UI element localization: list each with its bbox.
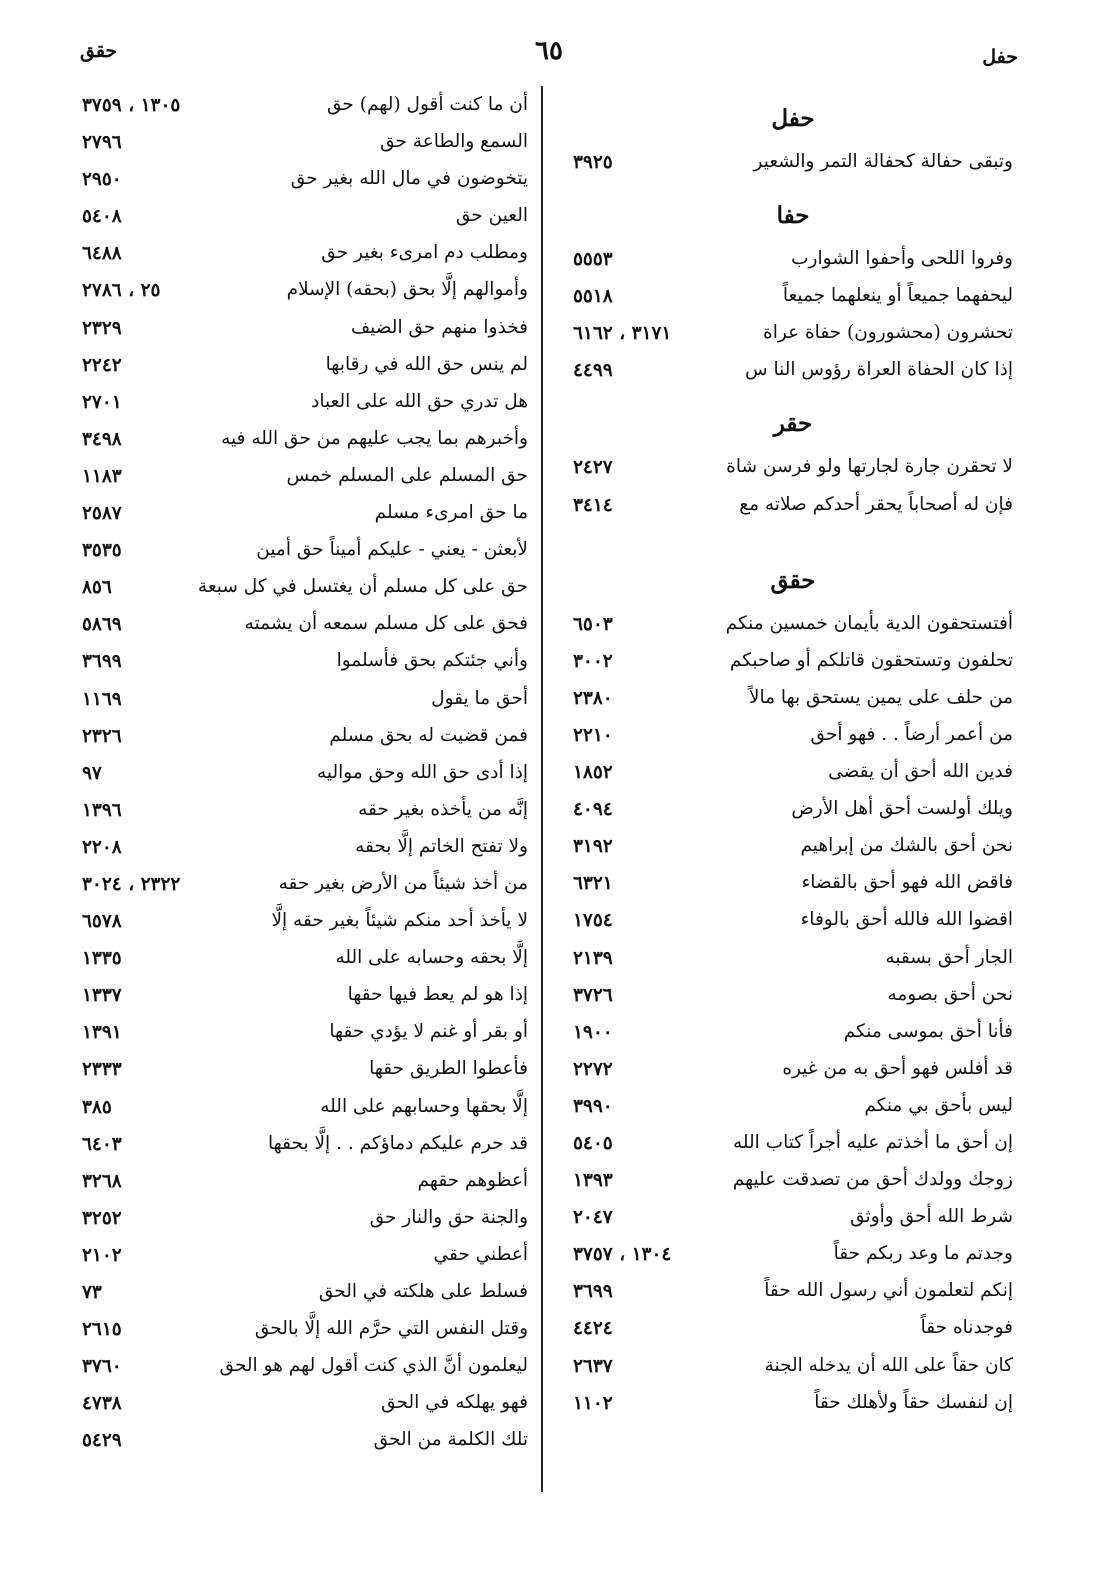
index-entry: [573, 644, 1013, 681]
index-entry: [82, 719, 528, 756]
entry-text: فأعطوا الطريق حقها: [369, 1058, 528, 1080]
index-entry: [82, 385, 528, 422]
entry-text: إلَّا بحقه وحسابه على الله: [335, 947, 528, 969]
hadith-number: ٣٧٢٦: [573, 984, 613, 1006]
column-divider: [541, 86, 543, 1492]
entry-text: تحشرون (محشورون) حفاة عراة: [763, 322, 1013, 344]
hadith-number: ٣٢٥٢: [82, 1207, 122, 1229]
hadith-number: ١٣٩٦: [82, 799, 122, 821]
index-entry: [573, 1349, 1013, 1386]
hadith-number: ٢٣٢٩: [82, 317, 122, 339]
hadith-number: ٥٤٢٩: [82, 1430, 122, 1452]
hadith-number: ١١٨٣: [82, 465, 122, 487]
index-entry: [82, 1423, 528, 1460]
index-entry: [82, 644, 528, 681]
entry-text: أن ما كنت أقول (لهم) حق: [327, 94, 528, 115]
section-heading-text: حقق: [770, 566, 816, 594]
section-heading: [573, 390, 1013, 450]
section-heading: [573, 525, 1013, 607]
index-entry: [82, 199, 528, 236]
index-entry: [82, 1201, 528, 1238]
hadith-number: ٤٧٣٨: [82, 1393, 122, 1415]
hadith-number: ٦٤٨٨: [82, 243, 122, 265]
entry-text: حق على كل مسلم أن يغتسل في كل سبعة: [197, 576, 528, 598]
hadith-number: ٣٠٠٢: [573, 650, 613, 672]
hadith-number: ٣٩٩٠: [573, 1095, 613, 1117]
entry-text: وأخبرهم بما يجب عليهم من حق الله فيه: [221, 427, 528, 449]
entry-text: كان حقاً على الله أن يدخله الجنة: [764, 1354, 1013, 1376]
index-entry: [82, 311, 528, 348]
hadith-number: ١٣٣٧: [82, 985, 122, 1007]
index-entry: [573, 450, 1013, 487]
hadith-number: ٣٦٩٩: [573, 1281, 613, 1303]
index-entry: [573, 1126, 1013, 1163]
header-root-word-left: حقق: [80, 40, 118, 62]
entry-text: والجنة حق والنار حق: [369, 1206, 528, 1228]
hadith-number: ٣١٩٢: [573, 836, 613, 858]
hadith-number: ٦٥٧٨: [82, 911, 122, 933]
entry-text: إنَّه من يأخذه بغير حقه: [358, 798, 528, 820]
index-entry: [82, 162, 528, 199]
index-entry: [573, 792, 1013, 829]
page-number: ٦٥: [535, 36, 563, 66]
index-entry: [573, 145, 1013, 182]
index-entry: [573, 1200, 1013, 1237]
hadith-number: ١٣٠٥ ، ٣٧٥٩: [82, 95, 181, 116]
section-heading: [573, 182, 1013, 242]
index-entry: [573, 681, 1013, 718]
entry-text: زوجك وولدك أحق من تصدقت عليهم: [732, 1169, 1013, 1191]
hadith-number: ٥٥١٨: [573, 286, 613, 308]
index-entry: [573, 279, 1013, 316]
entry-text: ويلك أولست أحق أهل الأرض: [791, 798, 1013, 820]
hadith-number: ٢٧٠١: [82, 391, 122, 413]
hadith-number: ١٣٩٣: [573, 1170, 613, 1192]
left-column: [82, 88, 528, 1460]
hadith-number: ٢٣٣٣: [82, 1059, 122, 1081]
hadith-number: ٢٢١٠: [573, 724, 613, 746]
entry-text: وأموالهم إلَّا بحق (بحقه) الإسلام: [286, 279, 528, 301]
hadith-number: ٢٥٨٧: [82, 503, 122, 525]
entry-text: حق المسلم على المسلم خمس: [286, 464, 528, 486]
entry-text: قد أفلس فهو أحق به من غيره: [782, 1057, 1013, 1079]
entry-text: الجار أحق بسقبه: [885, 946, 1013, 968]
hadith-number: ٤٠٩٤: [573, 799, 613, 821]
entry-text: فحق على كل مسلم سمعه أن يشمته: [244, 613, 528, 635]
hadith-number: ٢٢٧٢: [573, 1058, 613, 1080]
hadith-number: ٥٨٦٩: [82, 614, 122, 636]
header-root-word-right: حفل: [982, 46, 1018, 68]
index-entry: [573, 1274, 1013, 1311]
entry-text: فإن له أصحاباً يحقر أحدكم صلاته مع: [739, 493, 1013, 515]
entry-text: يتخوضون في مال الله بغير حق: [290, 168, 528, 190]
hadith-number: ٧٣: [82, 1282, 102, 1303]
index-entry: [573, 488, 1013, 525]
page-header: [80, 36, 1018, 70]
index-entry: [573, 941, 1013, 978]
index-entry: [82, 682, 528, 719]
index-entry: [82, 1164, 528, 1201]
index-entry: [573, 755, 1013, 792]
hadith-number: ٢٣٢٢ ، ٣٠٢٤: [82, 873, 181, 895]
index-entry: [82, 793, 528, 830]
hadith-number: ٣٤٩٨: [82, 428, 122, 450]
entry-text: وجدتم ما وعد ربكم حقاً: [833, 1243, 1013, 1265]
index-entry: [573, 242, 1013, 279]
entry-text: فدين الله أحق أن يقضى: [828, 761, 1013, 783]
hadith-number: ٩٧: [82, 762, 102, 784]
entry-text: وأني جئتكم بحق فأسلموا: [336, 650, 528, 672]
hadith-number: ٢١٠٢: [82, 1244, 122, 1266]
hadith-number: ٥٤٠٨: [82, 206, 122, 228]
hadith-number: ١٣٠٤ ، ٣٧٥٧: [573, 1244, 672, 1266]
entry-text: إذا أدى حق الله وحق مواليه: [316, 761, 528, 783]
index-entry: [573, 1015, 1013, 1052]
entry-text: وتبقى حفالة كحفالة التمر والشعير: [753, 151, 1013, 172]
index-entry: [82, 570, 528, 607]
index-entry: [82, 1386, 528, 1423]
hadith-number: ٢٣٨٠: [573, 687, 613, 709]
entry-text: ومطلب دم امرىء بغير حق: [321, 242, 528, 264]
index-entry: [573, 1163, 1013, 1200]
entry-text: ليعلمون أنَّ الذي كنت أقول لهم هو الحق: [219, 1355, 528, 1377]
entry-text: ولا تفتح الخاتم إلَّا بحقه: [355, 835, 528, 857]
index-entry: [573, 1089, 1013, 1126]
entry-text: إذا كان الحفاة العراة رؤوس النا س: [745, 359, 1013, 381]
index-entry: [82, 1052, 528, 1089]
hadith-number: ١٨٥٢: [573, 762, 613, 784]
section-heading-text: حفل: [771, 105, 815, 132]
hadith-number: ١٧٥٤: [573, 910, 613, 932]
index-entry: [573, 903, 1013, 940]
hadith-number: ٢١٣٩: [573, 947, 613, 969]
hadith-number: ٦٤٠٣: [82, 1133, 122, 1155]
hadith-number: ٢٦١٥: [82, 1319, 122, 1341]
index-entry: [82, 1312, 528, 1349]
hadith-number: ١١٦٩: [82, 688, 122, 710]
hadith-number: ٤٤٢٤: [573, 1318, 613, 1340]
index-entry: [573, 718, 1013, 755]
entry-text: لا تحقرن جارة لجارتها ولو فرسن شاة: [726, 456, 1013, 478]
entry-text: من أخذ شيئاً من الأرض بغير حقه: [278, 872, 528, 894]
entry-text: ليس بأحق بي منكم: [864, 1094, 1013, 1116]
hadith-number: ٦٥٠٣: [573, 613, 613, 635]
entry-text: فأنا أحق بموسى منكم: [843, 1020, 1013, 1042]
hadith-number: ٢٦٣٧: [573, 1355, 613, 1377]
entry-text: إن أحق ما أخذتم عليه أجراً كتاب الله: [732, 1131, 1013, 1153]
index-entry: [82, 273, 528, 310]
index-entry: [82, 348, 528, 385]
entry-text: نحن أحق بالشك من إبراهيم: [800, 835, 1013, 857]
entry-text: لأبعثن - يعني - عليكم أميناً حق أمين: [256, 539, 528, 561]
entry-text: فهو يهلكه في الحق: [381, 1392, 528, 1414]
index-entry: [82, 533, 528, 570]
hadith-number: ٢٥ ، ٢٧٨٦: [82, 280, 161, 302]
hadith-number: ١٣٩١: [82, 1022, 122, 1044]
index-entry: [82, 1015, 528, 1052]
entry-text: أفتستحقون الدية بأيمان خمسين منكم: [725, 612, 1013, 634]
entry-text: اقضوا الله فالله أحق بالوفاء: [800, 909, 1013, 931]
hadith-number: ٣٧٦٠: [82, 1356, 122, 1378]
hadith-number: ٣٨٥: [82, 1096, 112, 1118]
entry-text: وفروا اللحى وأحفوا الشوارب: [791, 248, 1013, 270]
entry-text: من أعمر أرضاً . . فهو أحق: [810, 723, 1013, 745]
entry-text: ليحفهما جميعاً أو ينعلهما جميعاً: [782, 285, 1013, 307]
hadith-number: ٥٥٥٣: [573, 249, 613, 271]
index-entry: [82, 756, 528, 793]
hadith-number: ٣٤١٤: [573, 494, 613, 516]
index-entry: [82, 978, 528, 1015]
hadith-number: ٢٣٢٦: [82, 725, 122, 747]
entry-text: أحق ما يقول: [431, 687, 528, 709]
hadith-number: ٨٥٦: [82, 577, 112, 599]
index-entry: [82, 607, 528, 644]
section-heading: [573, 88, 1013, 145]
entry-text: أعظوهم حقهم: [417, 1169, 528, 1191]
index-entry: [82, 496, 528, 533]
entry-text: السمع والطاعة حق: [380, 131, 528, 153]
entry-text: شرط الله أحق وأوثق: [850, 1206, 1013, 1228]
hadith-number: ٢٢٤٢: [82, 354, 122, 376]
hadith-number: ١١٠٢: [573, 1392, 613, 1414]
index-entry: [82, 830, 528, 867]
entry-text: ما حق امرىء مسلم: [374, 502, 528, 524]
hadith-number: ٦٣٢١: [573, 873, 613, 895]
entry-text: لا يأخذ أحد منكم شيئاً بغير حقه إلَّا: [271, 910, 528, 932]
index-entry: [82, 1127, 528, 1164]
index-entry: [573, 353, 1013, 390]
index-entry: [82, 1349, 528, 1386]
entry-text: نحن أحق بصومه: [887, 983, 1013, 1005]
index-entry: [573, 866, 1013, 903]
index-entry: [82, 941, 528, 978]
entry-text: فخذوا منهم حق الضيف: [351, 316, 528, 338]
index-entry: [82, 1275, 528, 1312]
entry-text: إذا هو لم يعط فيها حقها: [347, 984, 528, 1006]
hadith-number: ٢٢٠٨: [82, 836, 122, 858]
entry-text: أو بقر أو غنم لا يؤدي حقها: [329, 1021, 528, 1043]
entry-text: قد حرم عليكم دماؤكم . . إلَّا بحقها: [268, 1132, 528, 1154]
hadith-number: ٥٤٠٥: [573, 1132, 613, 1154]
index-entry: [82, 125, 528, 162]
index-entry: [573, 829, 1013, 866]
entry-text: فمن قضيت له بحق مسلم: [329, 724, 528, 746]
entry-text: تحلفون وتستحقون قاتلكم أو صاحبكم: [729, 649, 1013, 671]
entry-text: أعطني حقي: [433, 1243, 528, 1265]
hadith-number: ٣١٧١ ، ٦١٦٢: [573, 323, 672, 345]
hadith-number: ٢٧٩٦: [82, 132, 122, 154]
entry-text: هل تدري حق الله على العباد: [311, 390, 528, 412]
entry-text: من حلف على يمين يستحق بها مالاً: [748, 686, 1013, 708]
hadith-number: ٣٥٣٥: [82, 540, 122, 562]
hadith-number: ١٣٣٥: [82, 948, 122, 970]
index-entry: [82, 422, 528, 459]
hadith-number: ٣٢٦٨: [82, 1170, 122, 1192]
index-entry: [82, 236, 528, 273]
entry-text: تلك الكلمة من الحق: [373, 1429, 528, 1451]
index-entry: [573, 1237, 1013, 1274]
entry-text: فاقض الله فهو أحق بالقضاء: [801, 872, 1013, 894]
index-entry: [573, 607, 1013, 644]
hadith-number: ٢٤٢٧: [573, 457, 613, 479]
index-entry: [82, 867, 528, 904]
hadith-number: ١٩٠٠: [573, 1021, 613, 1043]
entry-text: إن لنفسك حقاً ولأهلك حقاً: [814, 1391, 1013, 1413]
hadith-number: ٤٤٩٩: [573, 360, 613, 382]
entry-text: إلَّا بحقها وحسابهم على الله: [320, 1095, 528, 1117]
index-entry: [573, 1311, 1013, 1348]
hadith-number: ٢٩٥٠: [82, 169, 122, 191]
section-heading-text: حفا: [776, 202, 810, 230]
hadith-number: ٢٠٤٧: [573, 1207, 613, 1229]
section-heading-text: حقر: [773, 410, 813, 438]
index-entry: [573, 1052, 1013, 1089]
index-entry: [82, 88, 528, 125]
index-entry: [82, 1238, 528, 1275]
index-entry: [573, 978, 1013, 1015]
index-entry: [573, 316, 1013, 353]
index-entry: [573, 1386, 1013, 1423]
entry-text: العين حق: [455, 205, 528, 227]
entry-text: فوجدناه حقاً: [920, 1317, 1013, 1339]
entry-text: لم ينس حق الله في رقابها: [325, 353, 528, 375]
hadith-number: ٣٩٢٥: [573, 152, 613, 173]
right-column: [573, 88, 1013, 1423]
entry-text: فسلط على هلكته في الحق: [318, 1281, 528, 1302]
hadith-number: ٣٦٩٩: [82, 651, 122, 673]
index-entry: [82, 904, 528, 941]
entry-text: وقتل النفس التي حرَّم الله إلَّا بالحق: [254, 1318, 528, 1340]
index-entry: [82, 459, 528, 496]
index-entry: [82, 1090, 528, 1127]
entry-text: إنكم لتعلمون أني رسول الله حقاً: [764, 1280, 1013, 1302]
